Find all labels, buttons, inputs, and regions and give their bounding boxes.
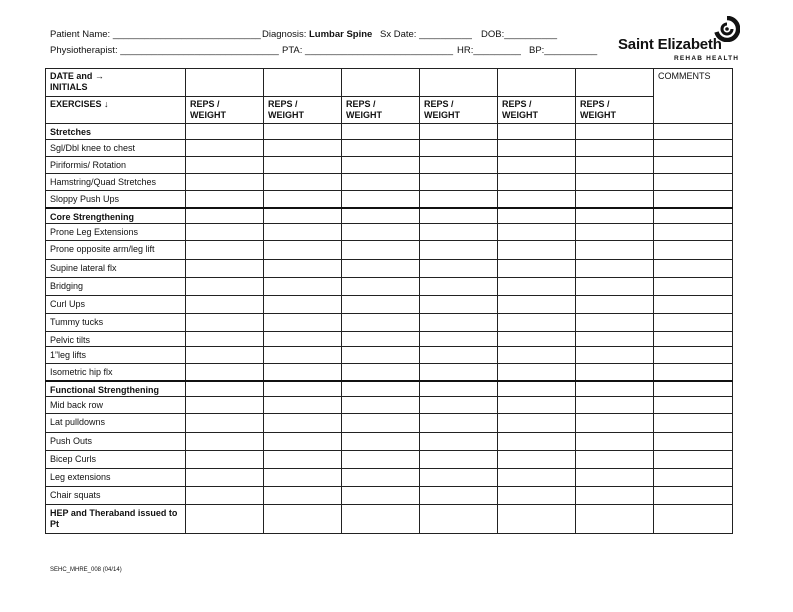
diagnosis-field xyxy=(262,29,372,40)
reps-weight-cell[interactable] xyxy=(186,397,264,414)
reps-weight-cell[interactable] xyxy=(186,208,264,224)
reps-weight-cell[interactable] xyxy=(186,124,264,140)
reps-weight-cell[interactable] xyxy=(420,295,498,313)
reps-weight-cell[interactable] xyxy=(264,397,342,414)
reps-weight-cell[interactable] xyxy=(576,240,654,259)
logo-subtitle: REHAB HEALTH xyxy=(674,55,740,62)
exercise-label: Prone Leg Extensions xyxy=(46,223,186,240)
reps-weight-cell[interactable] xyxy=(420,208,498,224)
reps-weight-header: REPS / WEIGHT xyxy=(186,97,264,124)
reps-weight-cell[interactable] xyxy=(498,140,576,157)
exercise-label: Hamstring/Quad Stretches xyxy=(46,174,186,191)
reps-weight-cell[interactable] xyxy=(498,414,576,433)
physiotherapist-field[interactable]: Physiotherapist: ______________________________ xyxy=(50,45,279,56)
reps-weight-cell[interactable] xyxy=(186,331,264,346)
reps-weight-cell[interactable] xyxy=(420,451,498,469)
sx-date-field[interactable]: Sx Date: __________ xyxy=(380,29,472,40)
date-initials-row xyxy=(46,69,733,97)
reps-weight-cell[interactable] xyxy=(186,140,264,157)
saint-elizabeth-logo-mark-icon xyxy=(714,16,740,42)
pta-field[interactable]: PTA: ____________________________ xyxy=(282,45,453,56)
reps-weight-cell[interactable] xyxy=(186,363,264,381)
exercise-row xyxy=(46,451,733,469)
exercise-label: Supine lateral flx xyxy=(46,259,186,277)
reps-weight-cell[interactable] xyxy=(342,363,420,381)
reps-weight-cell[interactable] xyxy=(342,191,420,208)
reps-weight-cell[interactable] xyxy=(576,157,654,174)
reps-weight-cell[interactable] xyxy=(576,208,654,224)
reps-weight-cell[interactable] xyxy=(498,223,576,240)
reps-weight-cell[interactable] xyxy=(576,295,654,313)
reps-weight-cell[interactable] xyxy=(186,313,264,331)
comments-cell[interactable] xyxy=(654,174,733,191)
comments-cell[interactable] xyxy=(654,397,733,414)
reps-weight-cell[interactable] xyxy=(186,414,264,433)
comments-cell[interactable] xyxy=(654,223,733,240)
reps-weight-cell[interactable] xyxy=(420,397,498,414)
comments-cell[interactable] xyxy=(654,259,733,277)
reps-weight-cell[interactable] xyxy=(264,223,342,240)
exercise-row xyxy=(46,191,733,208)
reps-weight-cell[interactable] xyxy=(498,295,576,313)
reps-weight-cell[interactable] xyxy=(342,223,420,240)
reps-weight-cell[interactable] xyxy=(342,277,420,295)
comments-cell[interactable] xyxy=(654,240,733,259)
reps-weight-cell[interactable] xyxy=(498,240,576,259)
exercises-header-row xyxy=(46,97,733,124)
reps-weight-cell[interactable] xyxy=(420,124,498,140)
reps-weight-cell[interactable] xyxy=(498,191,576,208)
reps-weight-cell[interactable] xyxy=(498,124,576,140)
exercise-row xyxy=(46,469,733,487)
reps-weight-cell[interactable] xyxy=(576,487,654,505)
reps-weight-cell[interactable] xyxy=(264,363,342,381)
reps-weight-cell[interactable] xyxy=(342,331,420,346)
reps-weight-cell[interactable] xyxy=(342,433,420,451)
comments-header: COMMENTS xyxy=(654,69,733,124)
diagnosis-label: Diagnosis: xyxy=(262,29,307,40)
exercise-label: Curl Ups xyxy=(46,295,186,313)
exercise-label: Pelvic tilts xyxy=(46,331,186,346)
exercises-label: EXERCISES ↓ xyxy=(46,97,186,124)
reps-weight-cell[interactable] xyxy=(420,259,498,277)
reps-weight-cell[interactable] xyxy=(420,140,498,157)
exercise-row xyxy=(46,487,733,505)
reps-weight-cell[interactable] xyxy=(420,191,498,208)
comments-cell[interactable] xyxy=(654,140,733,157)
reps-weight-cell[interactable] xyxy=(498,397,576,414)
reps-weight-cell[interactable] xyxy=(498,346,576,363)
reps-weight-cell[interactable] xyxy=(186,223,264,240)
hr-field[interactable]: HR:_________ xyxy=(457,45,521,56)
exercise-row xyxy=(46,414,733,433)
reps-weight-cell[interactable] xyxy=(342,124,420,140)
reps-weight-cell[interactable] xyxy=(576,331,654,346)
reps-weight-cell[interactable] xyxy=(420,505,498,534)
exercise-label: Piriformis/ Rotation xyxy=(46,157,186,174)
comments-cell[interactable] xyxy=(654,313,733,331)
reps-weight-cell[interactable] xyxy=(342,157,420,174)
reps-weight-cell[interactable] xyxy=(420,277,498,295)
date-cell[interactable] xyxy=(576,69,654,97)
reps-weight-header: REPS / WEIGHT xyxy=(576,97,654,124)
logo xyxy=(618,16,742,66)
reps-weight-cell[interactable] xyxy=(264,346,342,363)
reps-weight-cell[interactable] xyxy=(498,433,576,451)
exercise-label: Push Outs xyxy=(46,433,186,451)
reps-weight-cell[interactable] xyxy=(342,208,420,224)
comments-cell[interactable] xyxy=(654,451,733,469)
reps-weight-cell[interactable] xyxy=(264,277,342,295)
reps-weight-cell[interactable] xyxy=(576,140,654,157)
comments-cell[interactable] xyxy=(654,295,733,313)
reps-weight-cell[interactable] xyxy=(264,331,342,346)
date-cell[interactable] xyxy=(264,69,342,97)
reps-weight-cell[interactable] xyxy=(186,487,264,505)
reps-weight-cell[interactable] xyxy=(264,295,342,313)
reps-weight-cell[interactable] xyxy=(342,346,420,363)
reps-weight-cell[interactable] xyxy=(264,208,342,224)
date-cell[interactable] xyxy=(498,69,576,97)
reps-weight-cell[interactable] xyxy=(576,259,654,277)
exercise-row xyxy=(46,259,733,277)
reps-weight-cell[interactable] xyxy=(342,295,420,313)
reps-weight-cell[interactable] xyxy=(498,174,576,191)
reps-weight-cell[interactable] xyxy=(498,469,576,487)
comments-cell[interactable] xyxy=(654,433,733,451)
reps-weight-cell[interactable] xyxy=(264,487,342,505)
reps-weight-cell[interactable] xyxy=(498,505,576,534)
section-row xyxy=(46,381,733,397)
section-row xyxy=(46,208,733,224)
reps-weight-cell[interactable] xyxy=(342,259,420,277)
reps-weight-cell[interactable] xyxy=(576,451,654,469)
comments-cell[interactable] xyxy=(654,487,733,505)
reps-weight-cell[interactable] xyxy=(342,240,420,259)
reps-weight-cell[interactable] xyxy=(420,363,498,381)
reps-weight-cell[interactable] xyxy=(498,363,576,381)
dob-field[interactable]: DOB:__________ xyxy=(481,29,558,40)
exercise-row xyxy=(46,313,733,331)
reps-weight-cell[interactable] xyxy=(264,505,342,534)
exercise-row xyxy=(46,223,733,240)
reps-weight-header: REPS / WEIGHT xyxy=(264,97,342,124)
section-row xyxy=(46,505,733,534)
exercise-row xyxy=(46,346,733,363)
reps-weight-cell[interactable] xyxy=(420,313,498,331)
reps-weight-cell[interactable] xyxy=(498,331,576,346)
exercise-label: Sgl/Dbl knee to chest xyxy=(46,140,186,157)
reps-weight-cell[interactable] xyxy=(498,157,576,174)
reps-weight-cell[interactable] xyxy=(498,208,576,224)
reps-weight-cell[interactable] xyxy=(498,381,576,397)
exercise-label: Bicep Curls xyxy=(46,451,186,469)
exercise-row xyxy=(46,397,733,414)
reps-weight-cell[interactable] xyxy=(576,505,654,534)
reps-weight-cell[interactable] xyxy=(186,240,264,259)
reps-weight-cell[interactable] xyxy=(186,433,264,451)
reps-weight-header: REPS / WEIGHT xyxy=(420,97,498,124)
patient-name-field[interactable]: Patient Name: ____________________________ xyxy=(50,29,261,40)
reps-weight-cell[interactable] xyxy=(342,381,420,397)
exercise-row xyxy=(46,240,733,259)
exercise-row xyxy=(46,331,733,346)
reps-weight-cell[interactable] xyxy=(420,346,498,363)
reps-weight-cell[interactable] xyxy=(186,157,264,174)
reps-weight-header: REPS / WEIGHT xyxy=(342,97,420,124)
reps-weight-cell[interactable] xyxy=(498,487,576,505)
comments-cell[interactable] xyxy=(654,363,733,381)
comments-cell[interactable] xyxy=(654,381,733,397)
bp-field[interactable]: BP:__________ xyxy=(529,45,598,56)
reps-weight-cell[interactable] xyxy=(576,433,654,451)
reps-weight-cell[interactable] xyxy=(420,381,498,397)
logo-name: Saint Elizabeth xyxy=(618,36,722,53)
reps-weight-cell[interactable] xyxy=(420,223,498,240)
reps-weight-cell[interactable] xyxy=(576,363,654,381)
reps-weight-cell[interactable] xyxy=(420,433,498,451)
exercise-label: Prone opposite arm/leg lift xyxy=(46,240,186,259)
exercise-label: Chair squats xyxy=(46,487,186,505)
reps-weight-cell[interactable] xyxy=(342,451,420,469)
reps-weight-cell[interactable] xyxy=(576,223,654,240)
reps-weight-cell[interactable] xyxy=(264,124,342,140)
exercise-row xyxy=(46,157,733,174)
comments-cell[interactable] xyxy=(654,414,733,433)
reps-weight-cell[interactable] xyxy=(264,191,342,208)
comments-cell[interactable] xyxy=(654,331,733,346)
exercise-row xyxy=(46,363,733,381)
date-initials-label: DATE and → INITIALS xyxy=(46,69,186,97)
reps-weight-cell[interactable] xyxy=(420,469,498,487)
comments-cell[interactable] xyxy=(654,208,733,224)
reps-weight-cell[interactable] xyxy=(576,313,654,331)
reps-weight-header: REPS / WEIGHT xyxy=(498,97,576,124)
reps-weight-cell[interactable] xyxy=(420,240,498,259)
diagnosis-value: Lumbar Spine xyxy=(309,29,373,40)
date-cell[interactable] xyxy=(342,69,420,97)
reps-weight-cell[interactable] xyxy=(342,487,420,505)
reps-weight-cell[interactable] xyxy=(576,397,654,414)
comments-cell[interactable] xyxy=(654,191,733,208)
reps-weight-cell[interactable] xyxy=(342,174,420,191)
reps-weight-cell[interactable] xyxy=(576,277,654,295)
reps-weight-cell[interactable] xyxy=(186,346,264,363)
section-label: HEP and Theraband issued to Pt xyxy=(46,505,186,534)
reps-weight-cell[interactable] xyxy=(420,487,498,505)
reps-weight-cell[interactable] xyxy=(342,414,420,433)
reps-weight-cell[interactable] xyxy=(420,157,498,174)
exercise-label: Leg extensions xyxy=(46,469,186,487)
comments-cell[interactable] xyxy=(654,157,733,174)
reps-weight-cell[interactable] xyxy=(420,174,498,191)
reps-weight-cell[interactable] xyxy=(576,174,654,191)
exercise-row xyxy=(46,295,733,313)
exercise-row xyxy=(46,433,733,451)
date-cell[interactable] xyxy=(186,69,264,97)
exercise-label: Bridging xyxy=(46,277,186,295)
comments-cell[interactable] xyxy=(654,505,733,534)
reps-weight-cell[interactable] xyxy=(264,240,342,259)
comments-cell[interactable] xyxy=(654,469,733,487)
reps-weight-cell[interactable] xyxy=(342,469,420,487)
reps-weight-cell[interactable] xyxy=(264,469,342,487)
reps-weight-cell[interactable] xyxy=(576,414,654,433)
reps-weight-cell[interactable] xyxy=(264,259,342,277)
reps-weight-cell[interactable] xyxy=(576,469,654,487)
reps-weight-cell[interactable] xyxy=(498,451,576,469)
reps-weight-cell[interactable] xyxy=(498,313,576,331)
form-code: SEHC_MHRE_008 (04/14) xyxy=(50,567,122,573)
reps-weight-cell[interactable] xyxy=(264,140,342,157)
reps-weight-cell[interactable] xyxy=(576,124,654,140)
reps-weight-cell[interactable] xyxy=(498,277,576,295)
reps-weight-cell[interactable] xyxy=(186,381,264,397)
reps-weight-cell[interactable] xyxy=(420,414,498,433)
reps-weight-cell[interactable] xyxy=(186,277,264,295)
reps-weight-cell[interactable] xyxy=(264,451,342,469)
reps-weight-cell[interactable] xyxy=(342,397,420,414)
comments-cell[interactable] xyxy=(654,277,733,295)
reps-weight-cell[interactable] xyxy=(186,505,264,534)
reps-weight-cell[interactable] xyxy=(186,259,264,277)
reps-weight-cell[interactable] xyxy=(264,174,342,191)
reps-weight-cell[interactable] xyxy=(186,295,264,313)
reps-weight-cell[interactable] xyxy=(186,174,264,191)
exercise-label: Isometric hip flx xyxy=(46,363,186,381)
reps-weight-cell[interactable] xyxy=(264,433,342,451)
reps-weight-cell[interactable] xyxy=(264,157,342,174)
reps-weight-cell[interactable] xyxy=(186,191,264,208)
section-row xyxy=(46,124,733,140)
exercise-row xyxy=(46,277,733,295)
reps-weight-cell[interactable] xyxy=(264,313,342,331)
reps-weight-cell[interactable] xyxy=(186,469,264,487)
section-label: Core Strengthening xyxy=(46,208,186,224)
reps-weight-cell[interactable] xyxy=(264,414,342,433)
reps-weight-cell[interactable] xyxy=(576,346,654,363)
exercise-row xyxy=(46,174,733,191)
exercise-label: Lat pulldowns xyxy=(46,414,186,433)
reps-weight-cell[interactable] xyxy=(420,331,498,346)
exercise-row xyxy=(46,140,733,157)
reps-weight-cell[interactable] xyxy=(264,381,342,397)
reps-weight-cell[interactable] xyxy=(576,381,654,397)
reps-weight-cell[interactable] xyxy=(186,451,264,469)
exercise-label: 1”leg lifts xyxy=(46,346,186,363)
reps-weight-cell[interactable] xyxy=(576,191,654,208)
section-label: Functional Strengthening xyxy=(46,381,186,397)
comments-cell[interactable] xyxy=(654,124,733,140)
reps-weight-cell[interactable] xyxy=(498,259,576,277)
reps-weight-cell[interactable] xyxy=(342,140,420,157)
section-label: Stretches xyxy=(46,124,186,140)
reps-weight-cell[interactable] xyxy=(342,313,420,331)
reps-weight-cell[interactable] xyxy=(342,505,420,534)
exercise-label: Mid back row xyxy=(46,397,186,414)
comments-cell[interactable] xyxy=(654,346,733,363)
exercise-label: Sloppy Push Ups xyxy=(46,191,186,208)
exercise-label: Tummy tucks xyxy=(46,313,186,331)
exercise-log-table xyxy=(45,68,733,534)
date-cell[interactable] xyxy=(420,69,498,97)
